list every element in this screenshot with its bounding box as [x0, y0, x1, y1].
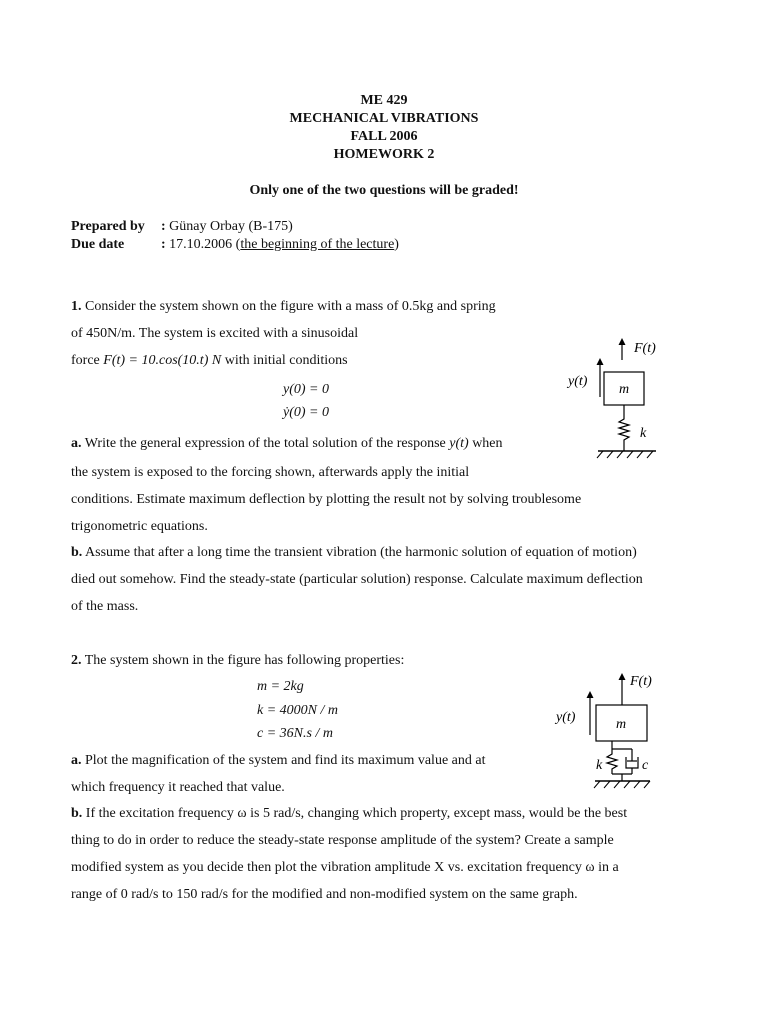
force-label: F(t) — [634, 341, 656, 356]
force-arrow-head — [619, 338, 626, 345]
q2-part-a-line-1: a. Plot the magnification of the system and find its maximum value and at — [71, 753, 486, 768]
prepared-row: : Günay Orbay (B-175) — [161, 219, 293, 234]
course-code: ME 429 — [360, 93, 408, 108]
spring-label: k — [640, 426, 647, 441]
q1-line-3: force F(t) = 10.cos(10.t) N with initial conditions — [71, 353, 348, 368]
due-value: 17.10.2006 — [169, 237, 233, 252]
mass-label: m — [615, 717, 627, 732]
due-row: : 17.10.2006 (the beginning of the lecture) — [161, 237, 399, 252]
q1-part-a-line-4: trigonometric equations. — [71, 519, 208, 534]
ground-hatch — [594, 781, 650, 788]
damper-label: c — [642, 758, 649, 773]
initial-condition-displacement: y(0) = 0 — [283, 382, 329, 397]
homework-title: HOMEWORK 2 — [333, 147, 435, 162]
q1-line-1: 1. Consider the system shown on the figure with a mass of 0.5kg and spring — [71, 299, 496, 314]
property-stiffness: k = 4000N / m — [257, 703, 338, 718]
q2-part-a-line-2: which frequency it reached that value. — [71, 780, 285, 795]
q2-part-b-line-2: thing to do in order to reduce the steady-state response amplitude of the system? Create a sample — [71, 833, 614, 848]
force-label: F(t) — [630, 674, 652, 689]
q1-part-b-line-3: of the mass. — [71, 599, 139, 614]
property-mass: m = 2kg — [257, 679, 304, 694]
course-title: MECHANICAL VIBRATIONS — [289, 111, 479, 126]
displacement-arrow-head — [597, 358, 604, 365]
spring-label: k — [596, 758, 603, 773]
q1-line-2: of 450N/m. The system is excited with a sinusoidal — [71, 326, 359, 341]
q2-number: 2. — [71, 653, 82, 668]
spring — [619, 405, 629, 451]
prepared-label: Prepared by — [71, 219, 145, 234]
due-label: Due date — [71, 237, 125, 252]
force-arrow-head — [619, 673, 626, 680]
displacement-label: y(t) — [556, 710, 576, 725]
q1-number: 1. — [71, 299, 82, 314]
spring — [607, 749, 617, 774]
mass-label: m — [618, 382, 630, 397]
q1-mass-spring-diagram — [560, 330, 670, 465]
prepared-value: Günay Orbay (B-175) — [169, 219, 293, 234]
q1-part-b-line-2: died out somehow. Find the steady-state (particular solution) response. Calculate maximum deflection — [71, 572, 643, 587]
displacement-arrow-head — [587, 691, 594, 698]
ground-hatch — [597, 451, 653, 458]
forcing-equation: F(t) = 10.cos(10.t) N — [103, 353, 222, 368]
q1-part-a-line-3: conditions. Estimate maximum deflection by plotting the result not by solving troublesome — [71, 492, 582, 507]
displacement-label: y(t) — [568, 374, 588, 389]
due-note: the beginning of the lecture — [240, 237, 395, 252]
initial-condition-velocity: ẏ(0) = 0 — [283, 405, 329, 420]
q1-part-b-line-1: b. Assume that after a long time the transient vibration (the harmonic solution of equation of motion) — [71, 545, 637, 560]
term: FALL 2006 — [350, 129, 418, 144]
grading-notice: Only one of the two questions will be graded! — [249, 183, 519, 198]
q2-mass-spring-damper-diagram — [550, 665, 670, 795]
q1-part-a-line-2: the system is exposed to the forcing shown, afterwards apply the initial — [71, 465, 470, 480]
q2-part-b-line-4: range of 0 rad/s to 150 rad/s for the modified and non-modified system on the same graph. — [71, 887, 578, 902]
damper — [626, 749, 638, 774]
property-damping: c = 36N.s / m — [257, 726, 333, 741]
q2-part-b-line-3: modified system as you decide then plot the vibration amplitude X vs. excitation frequency ω in a — [71, 860, 619, 875]
q1-part-a-line-1: a. Write the general expression of the total solution of the response y(t) when — [71, 436, 503, 451]
q2-line-1: 2. The system shown in the figure has following properties: — [71, 653, 405, 668]
q2-part-b-line-1: b. If the excitation frequency ω is 5 rad/s, changing which property, except mass, would be the best — [71, 806, 628, 821]
